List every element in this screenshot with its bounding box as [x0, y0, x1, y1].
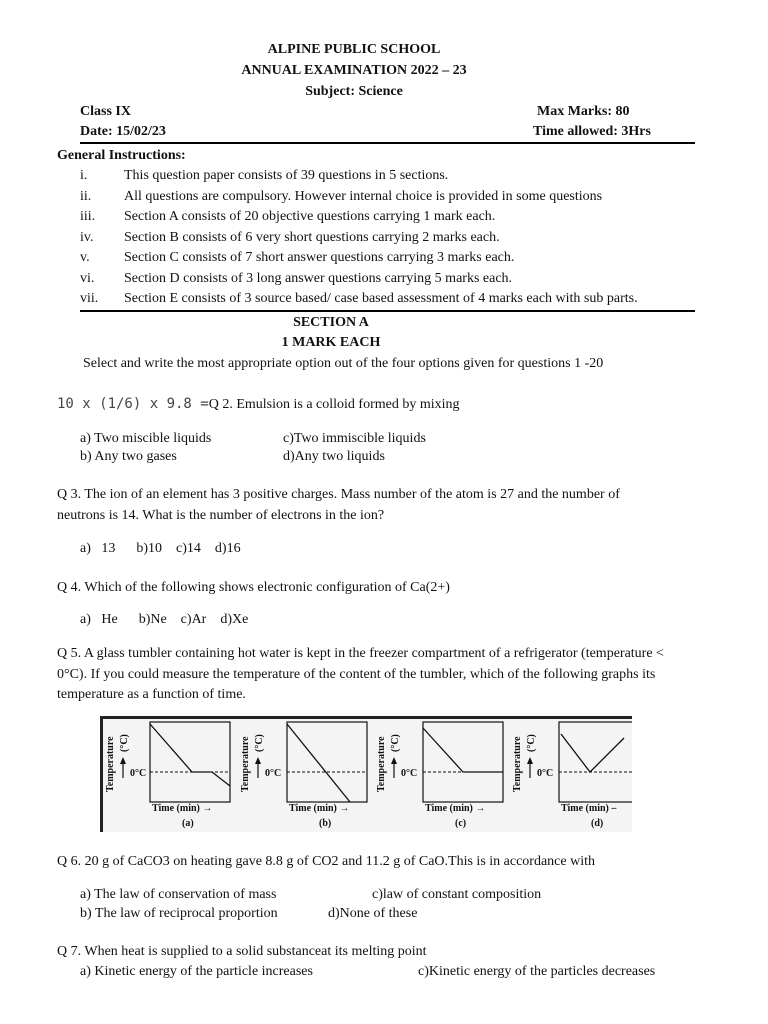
graph-yunit: (°C) [526, 734, 537, 752]
instructions-title: General Instructions: [57, 148, 186, 163]
instruction-number: v. [80, 250, 90, 265]
graph-b [240, 722, 367, 829]
q4-options: a) He b)Ne c)Ar d)Xe [80, 612, 249, 627]
q6-option-b: b) The law of reciprocal proportion [80, 906, 278, 921]
q2-option-a: a) Two miscible liquids [80, 431, 212, 446]
instruction-text: All questions are compulsory. However internal choice is provided in some questions [124, 189, 603, 204]
graph-ylabel: Temperature [105, 736, 116, 792]
q7-text: Q 7. When heat is supplied to a solid substanceat its melting point [57, 944, 427, 959]
graph-yunit: (°C) [390, 734, 401, 752]
question-2 [57, 396, 460, 413]
graph-a [105, 722, 230, 829]
graph-c [376, 722, 503, 829]
graph-xlabel: Time (min) → [425, 803, 486, 814]
date-label: Date: 15/02/23 [80, 124, 166, 139]
exam-title: ANNUAL EXAMINATION 2022 – 23 [241, 63, 467, 78]
q6-option-c: c)law of constant composition [372, 887, 542, 902]
header-divider [80, 142, 695, 144]
graph-zero: 0°C [401, 768, 418, 779]
instruction-number: iv. [80, 230, 94, 245]
instruction-number: i. [80, 168, 88, 183]
q2-option-d: d)Any two liquids [283, 449, 385, 464]
q6-text: Q 6. 20 g of CaCO3 on heating gave 8.8 g of CO2 and 11.2 g of CaO.This is in accordance with [57, 854, 595, 869]
section-marks: 1 MARK EACH [281, 335, 381, 350]
section-direction: Select and write the most appropriate option out of the four options given for questions 1 -20 [83, 356, 604, 371]
instruction-text: Section A consists of 20 objective questions carrying 1 mark each. [124, 209, 496, 224]
class-label: Class IX [80, 104, 131, 119]
graph-xlabel: Time (min) → [289, 803, 350, 814]
graph-zero: 0°C [265, 768, 282, 779]
instruction-text: Section C consists of 7 short answer questions carrying 3 marks each. [124, 250, 515, 265]
instructions-divider [80, 310, 695, 312]
graph-ylabel: Temperature [512, 736, 523, 792]
q6-option-d: d)None of these [328, 906, 418, 921]
q5-text-line1: Q 5. A glass tumbler containing hot water is kept in the freezer compartment of a refrigerator (temperature < [57, 646, 664, 661]
q2-prefix: 10 x (1/6) x 9.8 = [57, 396, 209, 412]
graph-zero: 0°C [130, 768, 147, 779]
graph-yunit: (°C) [119, 734, 130, 752]
graph-tag-a: (a) [182, 818, 194, 829]
graph-tag-c: (c) [455, 818, 467, 829]
graph-zero: 0°C [537, 768, 554, 779]
time-allowed-label: Time allowed: 3Hrs [533, 124, 651, 139]
q4-text: Q 4. Which of the following shows electronic configuration of Ca(2+) [57, 580, 450, 595]
q5-text-line2: 0°C). If you could measure the temperature of the content of the tumbler, which of the following graphs its [57, 667, 656, 682]
instruction-text: This question paper consists of 39 questions in 5 sections. [124, 168, 449, 183]
q7-option-c: c)Kinetic energy of the particles decreases [418, 964, 656, 979]
q2-option-b: b) Any two gases [80, 449, 177, 464]
section-title: SECTION A [293, 315, 369, 330]
q7-option-a: a) Kinetic energy of the particle increases [80, 964, 313, 979]
max-marks-label: Max Marks: 80 [537, 104, 630, 119]
graph-ylabel: Temperature [240, 736, 251, 792]
q3-text-line1: Q 3. The ion of an element has 3 positive charges. Mass number of the atom is 27 and the number of [57, 487, 620, 502]
q5-text-line3: temperature as a function of time. [57, 687, 246, 702]
graph-tag-b: (b) [319, 818, 332, 829]
instruction-text: Section B consists of 6 very short questions carrying 2 marks each. [124, 230, 500, 245]
graph-ylabel: Temperature [376, 736, 387, 792]
graph-xlabel: Time (min) – [561, 803, 617, 814]
q3-options: a) 13 b)10 c)14 d)16 [80, 541, 241, 556]
q2-text: Q 2. Emulsion is a colloid formed by mixing [208, 397, 460, 412]
q2-option-c: c)Two immiscible liquids [283, 431, 426, 446]
q6-option-a: a) The law of conservation of mass [80, 887, 277, 902]
school-name: ALPINE PUBLIC SCHOOL [267, 42, 441, 57]
instruction-text: Section D consists of 3 long answer questions carrying 5 marks each. [124, 271, 513, 286]
subject-title: Subject: Science [305, 84, 403, 99]
instruction-number: ii. [80, 189, 92, 204]
instruction-number: iii. [80, 209, 96, 224]
instruction-number: vii. [80, 291, 99, 306]
instruction-number: vi. [80, 271, 95, 286]
graph-tag-d: (d) [591, 818, 604, 829]
graph-yunit: (°C) [254, 734, 265, 752]
graph-xlabel: Time (min) → [152, 803, 213, 814]
instruction-text: Section E consists of 3 source based/ case based assessment of 4 marks each with sub parts. [124, 291, 638, 306]
graph-d [512, 722, 632, 829]
q3-text-line2: neutrons is 14. What is the number of electrons in the ion? [57, 508, 385, 523]
temperature-graphs-image [100, 716, 632, 832]
